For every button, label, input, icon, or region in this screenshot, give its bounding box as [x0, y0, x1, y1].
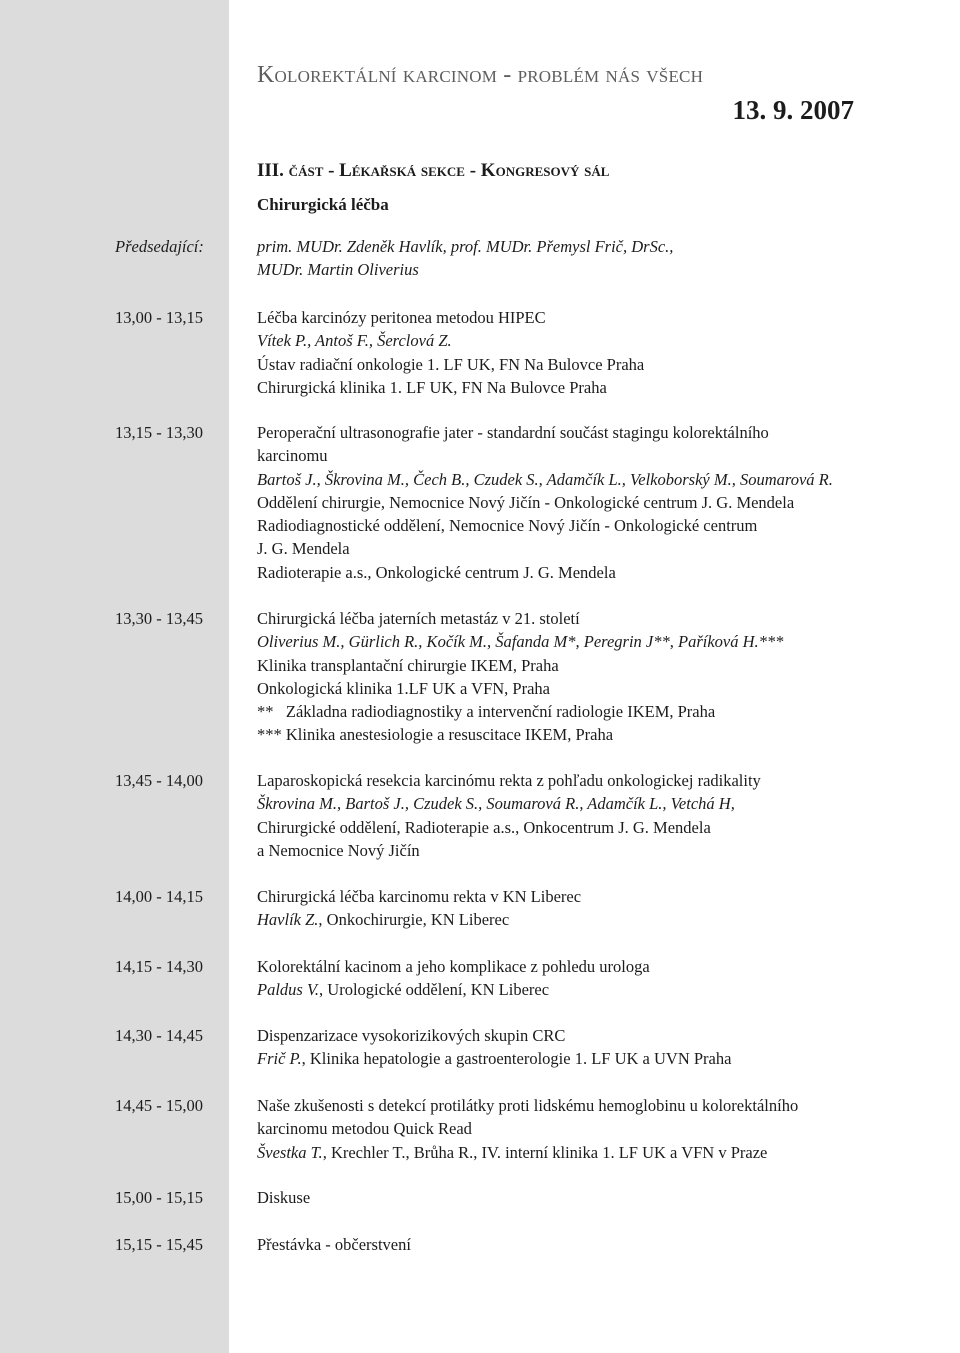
time-slot: 13,45 - 14,00	[115, 771, 203, 790]
item-details	[257, 1233, 857, 1256]
item-details	[257, 607, 857, 747]
talk-title-cont: karcinomu	[257, 446, 328, 466]
item-details	[257, 306, 857, 399]
authors-affiliation: Švestka T., Krechler T., Brůha R., IV. interní klinika 1. LF UK a VFN v Praze	[257, 1142, 768, 1162]
left-margin-band	[0, 0, 229, 1353]
time-slot: 13,00 - 13,15	[115, 308, 203, 327]
authors-affiliation: Paldus V., Urologické oddělení, KN Liberec	[257, 980, 550, 1000]
affiliation: Oddělení chirurgie, Nemocnice Nový Jičín - Onkologické centrum J. G. Mendela	[257, 492, 795, 512]
talk-title: Kolorektální kacinom a jeho komplikace z pohledu urologa	[257, 957, 650, 976]
affiliation: ** Základna radiodiagnostiky a intervenční radiologie IKEM, Praha	[257, 702, 716, 722]
authors: Oliverius M., Gürlich R., Kočík M., Šafanda M*, Peregrin J**, Paříková H.***	[257, 632, 784, 652]
affiliation: Radioterapie a.s., Onkologické centrum J. G. Mendela	[257, 562, 616, 582]
affiliation: Klinika transplantační chirurgie IKEM, Praha	[257, 655, 559, 675]
item-details	[257, 1024, 857, 1071]
authors: Bartoš J., Škrovina M., Čech B., Czudek S., Adamčík L., Velkoborský M., Soumarová R.	[257, 469, 833, 489]
author-name: Švestka T.	[257, 1142, 323, 1162]
talk-title: Naše zkušenosti s detekcí protilátky proti lidskému hemoglobinu u kolorektálního	[257, 1096, 799, 1115]
affiliation: Onkologická klinika 1.LF UK a VFN, Praha	[257, 678, 550, 698]
talk-title: Peroperační ultrasonografie jater - standardní součást stagingu kolorektálního	[257, 423, 769, 442]
affiliation-cont: J. G. Mendela	[257, 539, 350, 559]
affiliation: Radiodiagnostické oddělení, Nemocnice Nový Jičín - Onkologické centrum	[257, 516, 758, 536]
talk-title: Diskuse	[257, 1188, 311, 1207]
authors: Vítek P., Antoš F., Šerclová Z.	[257, 331, 452, 351]
talk-title: Chirurgická léčba karcinomu rekta v KN Liberec	[257, 887, 582, 906]
document-title: Kolorektální karcinom - problém nás všech	[257, 62, 704, 88]
time-slot: 14,45 - 15,00	[115, 1096, 203, 1115]
time-slot: 13,30 - 13,45	[115, 609, 203, 628]
item-details	[257, 769, 857, 862]
talk-title-cont: karcinomu metodou Quick Read	[257, 1119, 472, 1139]
item-details	[257, 885, 857, 932]
item-details	[257, 955, 857, 1002]
subsection-heading: Chirurgická léčba	[257, 195, 389, 214]
affiliation-cont: a Nemocnice Nový Jičín	[257, 840, 420, 860]
affiliation: *** Klinika anestesiologie a resuscitace IKEM, Praha	[257, 725, 614, 745]
section-heading: III. část - Lékařská sekce - Kongresový sál	[257, 160, 610, 181]
affiliation: Chirurgické oddělení, Radioterapie a.s., Onkocentrum J. G. Mendela	[257, 817, 711, 837]
chair-label: Předsedající:	[115, 237, 204, 256]
author-name: Paldus V.	[257, 980, 320, 1000]
time-slot: 14,30 - 14,45	[115, 1026, 203, 1045]
authors-affiliation: Frič P., Klinika hepatologie a gastroenterologie 1. LF UK a UVN Praha	[257, 1049, 732, 1069]
chair-names	[257, 235, 857, 282]
author-name: Havlík Z.	[257, 910, 319, 930]
item-details	[257, 1186, 857, 1209]
affiliation: Ústav radiační onkologie 1. LF UK, FN Na Bulovce Praha	[257, 354, 645, 374]
talk-title: Chirurgická léčba jaterních metastáz v 21. století	[257, 609, 580, 628]
time-slot: 14,15 - 14,30	[115, 957, 203, 976]
authors-affiliation: Havlík Z., Onkochirurgie, KN Liberec	[257, 910, 510, 930]
time-slot: 14,00 - 14,15	[115, 887, 203, 906]
item-details	[257, 421, 857, 584]
talk-title: Dispenzarizace vysokorizikových skupin CRC	[257, 1026, 566, 1045]
time-slot: 15,00 - 15,15	[115, 1188, 203, 1207]
authors: Škrovina M., Bartoš J., Czudek S., Soumarová R., Adamčík L., Vetchá H,	[257, 794, 735, 814]
talk-title: Přestávka - občerstvení	[257, 1235, 411, 1254]
chair-line: prim. MUDr. Zdeněk Havlík, prof. MUDr. Přemysl Frič, DrSc.,	[257, 237, 674, 256]
time-slot: 13,15 - 13,30	[115, 423, 203, 442]
time-slot: 15,15 - 15,45	[115, 1235, 203, 1254]
talk-title: Laparoskopická resekcia karcinómu rekta z pohľadu onkologickej radikality	[257, 771, 761, 790]
item-details	[257, 1094, 857, 1164]
chair-line: MUDr. Martin Oliverius	[257, 260, 419, 280]
event-date: 13. 9. 2007	[732, 95, 854, 125]
affiliation: Chirurgická klinika 1. LF UK, FN Na Bulovce Praha	[257, 377, 607, 397]
talk-title: Léčba karcinózy peritonea metodou HIPEC	[257, 308, 546, 327]
author-name: Frič P.	[257, 1049, 302, 1069]
